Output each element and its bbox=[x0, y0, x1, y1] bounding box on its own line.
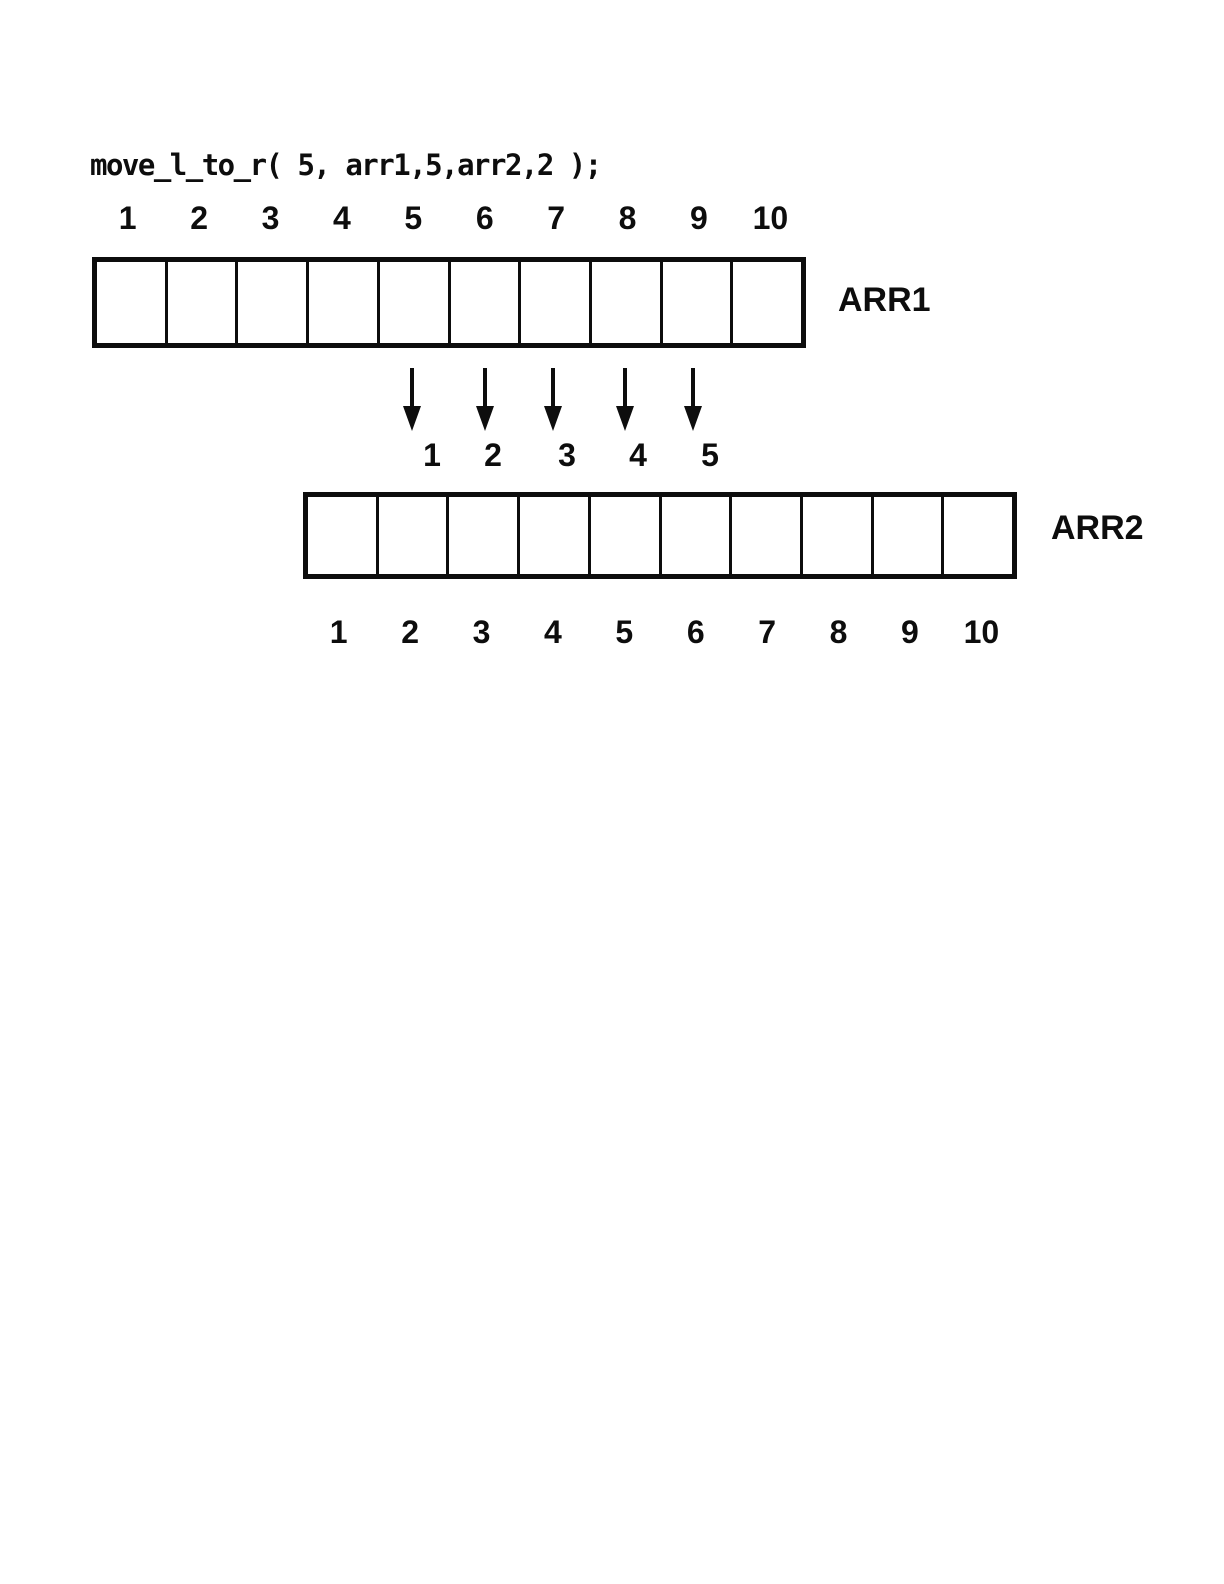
moved-element-number: 2 bbox=[484, 437, 502, 473]
arr1-index-label: 4 bbox=[333, 200, 351, 236]
moved-element-number: 4 bbox=[629, 437, 647, 473]
arrow-shaft bbox=[551, 368, 555, 408]
arr2-cell bbox=[308, 497, 379, 574]
arr2-index-label: 1 bbox=[329, 614, 348, 650]
arr1-index-label: 1 bbox=[118, 200, 137, 236]
down-arrow-icon bbox=[544, 368, 562, 431]
arr2-index-label: 3 bbox=[472, 614, 491, 650]
arr2-cell bbox=[449, 497, 520, 574]
arrow-shaft bbox=[483, 368, 487, 408]
arr2-index-label: 5 bbox=[615, 614, 634, 650]
arr2-index-label: 10 bbox=[963, 614, 1000, 650]
arr2-cell bbox=[803, 497, 874, 574]
arr1-array-box bbox=[92, 257, 806, 348]
arr1-index-label: 3 bbox=[261, 200, 280, 236]
arrow-shaft bbox=[410, 368, 414, 408]
arr1-index-label: 9 bbox=[690, 200, 708, 236]
arr2-cell bbox=[591, 497, 662, 574]
arr1-index-label: 10 bbox=[752, 200, 789, 236]
arr1-cell bbox=[663, 262, 734, 343]
arr1-cell bbox=[238, 262, 309, 343]
arr1-label: ARR1 bbox=[838, 281, 931, 319]
arr2-cell bbox=[662, 497, 733, 574]
arrow-shaft bbox=[691, 368, 695, 408]
arr2-index-label: 9 bbox=[901, 614, 919, 650]
moved-element-number: 5 bbox=[701, 437, 719, 473]
arr2-cell bbox=[944, 497, 1012, 574]
arrow-head bbox=[616, 406, 634, 431]
arr2-array-box bbox=[303, 492, 1017, 579]
arr1-cell bbox=[97, 262, 168, 343]
arr1-cell bbox=[592, 262, 663, 343]
arr1-index-label: 6 bbox=[475, 200, 494, 236]
arrow-shaft bbox=[623, 368, 627, 408]
arrow-head bbox=[476, 406, 494, 431]
down-arrow-icon bbox=[684, 368, 702, 431]
arr2-index-label: 8 bbox=[829, 614, 848, 650]
arr1-index-label: 8 bbox=[618, 200, 637, 236]
arr2-index-label: 2 bbox=[401, 614, 419, 650]
down-arrow-icon bbox=[403, 368, 421, 431]
arr1-cell bbox=[451, 262, 522, 343]
arrow-head bbox=[544, 406, 562, 431]
arr1-index-label: 2 bbox=[190, 200, 208, 236]
down-arrow-icon bbox=[616, 368, 634, 431]
arr2-label: ARR2 bbox=[1051, 509, 1144, 547]
down-arrow-icon bbox=[476, 368, 494, 431]
arr1-index-row bbox=[92, 198, 806, 238]
arr1-cell bbox=[168, 262, 239, 343]
moved-element-number: 1 bbox=[423, 437, 441, 473]
arr2-cell bbox=[520, 497, 591, 574]
moved-element-number: 3 bbox=[558, 437, 576, 473]
function-call-code: move_l_to_r( 5, arr1,5,arr2,2 ); bbox=[90, 148, 601, 182]
arr2-cell bbox=[732, 497, 803, 574]
arr2-cell bbox=[874, 497, 945, 574]
arr2-index-label: 6 bbox=[686, 614, 705, 650]
arr1-cell bbox=[380, 262, 451, 343]
arr2-cell bbox=[379, 497, 450, 574]
arr1-cell bbox=[309, 262, 380, 343]
arr2-index-label: 4 bbox=[544, 614, 562, 650]
arr1-index-label: 7 bbox=[547, 200, 566, 236]
arr1-cell bbox=[733, 262, 801, 343]
arr2-index-row bbox=[303, 612, 1017, 652]
arr1-cell bbox=[521, 262, 592, 343]
arrow-head bbox=[403, 406, 421, 431]
arr1-index-label: 5 bbox=[404, 200, 423, 236]
arr2-index-label: 7 bbox=[758, 614, 777, 650]
arrow-head bbox=[684, 406, 702, 431]
